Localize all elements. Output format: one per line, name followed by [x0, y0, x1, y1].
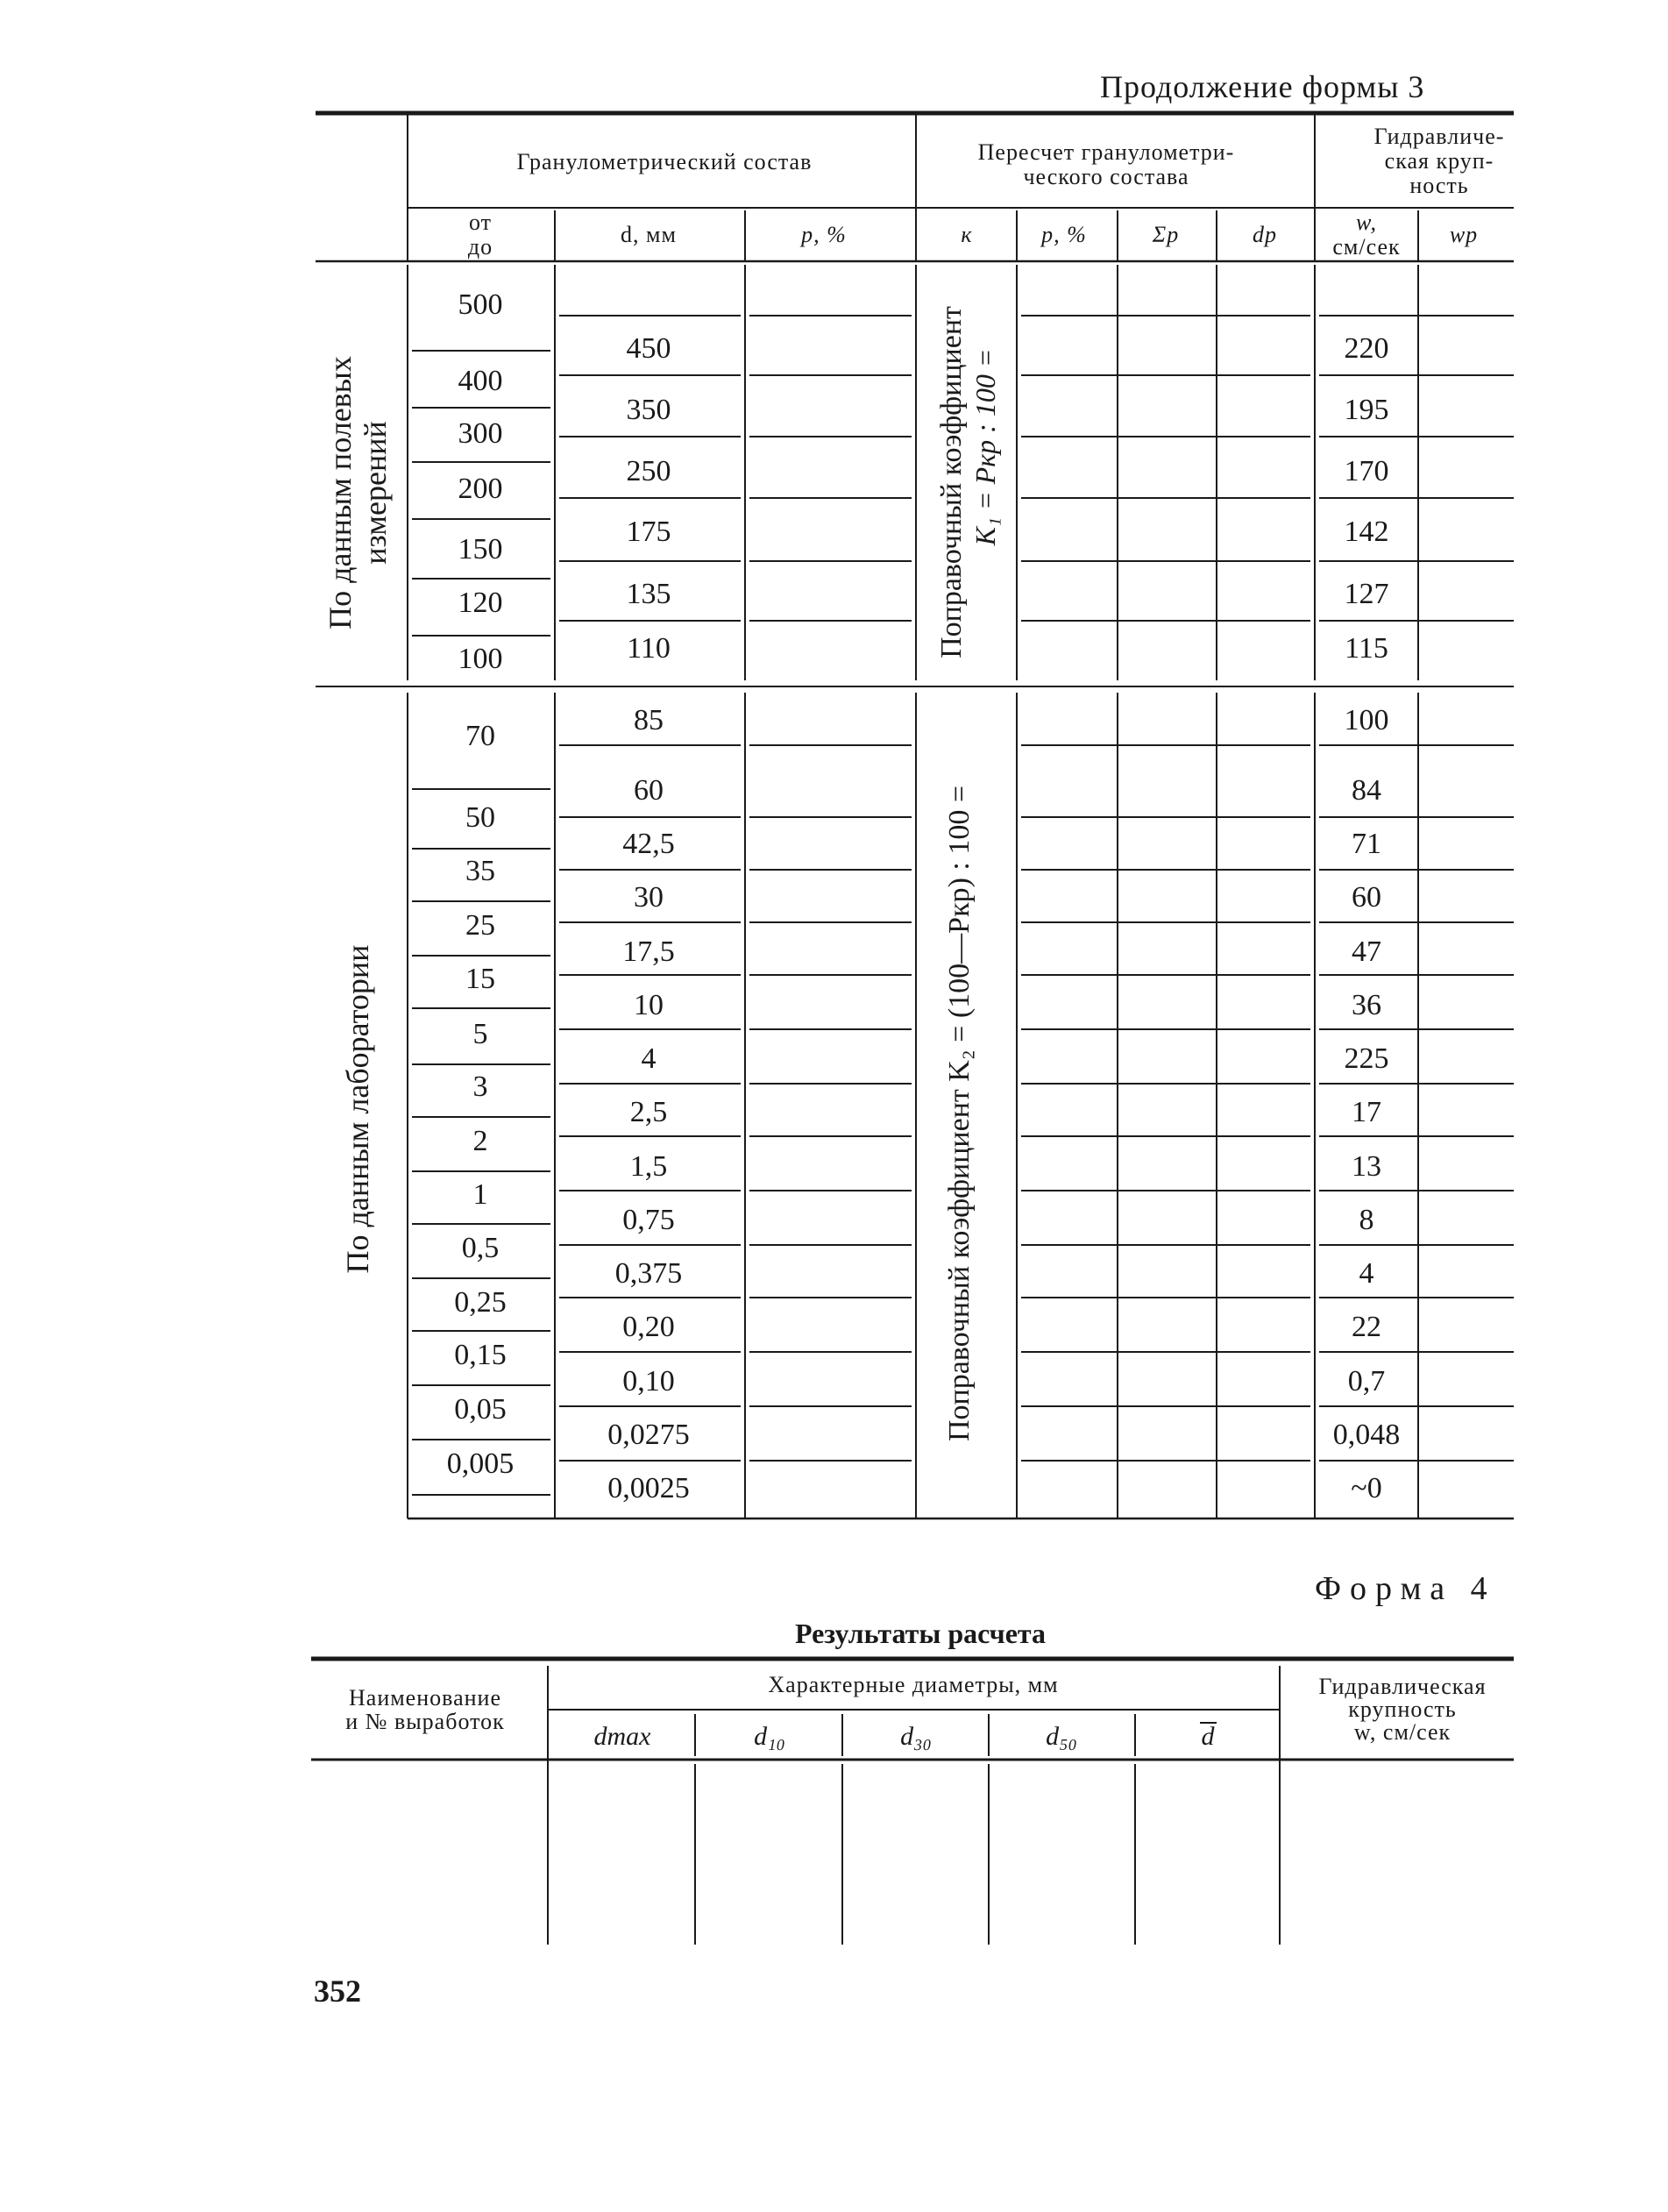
lab-w-value: 47: [1352, 935, 1381, 968]
coefficient-k1-1: Поправочный коэффициент: [935, 306, 968, 658]
lab-bound-value: 5: [472, 1018, 488, 1050]
form4-col-dmax: dmax: [593, 1722, 651, 1751]
field-d-value: 450: [626, 332, 671, 365]
form4-col-dbar: d: [1201, 1722, 1215, 1751]
form4-col-d30: d₃₀: [900, 1722, 932, 1751]
subheader-d-mm: d, мм: [621, 222, 677, 247]
header-granulometric: Гранулометрический состав: [516, 149, 813, 174]
header-hydraulic-3: ность: [1409, 173, 1469, 198]
field-bound-value: 120: [458, 587, 503, 619]
form4-col-hydraulic-2: крупность: [1348, 1696, 1457, 1722]
lab-bound-value: 15: [465, 963, 495, 995]
lab-bound-value: 0,5: [461, 1232, 500, 1264]
lab-bound-value: 50: [465, 801, 495, 834]
lab-d-value: 60: [634, 774, 664, 807]
lab-d-value: 85: [634, 704, 664, 736]
subheader-dp: dp: [1253, 222, 1277, 247]
lab-bound-value: 2: [472, 1125, 488, 1157]
lab-w-value: 36: [1352, 989, 1381, 1021]
lab-bound-value: 3: [472, 1070, 488, 1103]
lab-bound-value: 0,005: [446, 1447, 515, 1480]
lab-d-value: 42,5: [622, 828, 675, 860]
subheader-to: до: [467, 234, 493, 260]
field-w-value: 195: [1344, 394, 1389, 426]
field-d-value: 350: [626, 394, 671, 426]
lab-bound-value: 1: [472, 1178, 488, 1211]
lab-d-value: 0,375: [614, 1257, 683, 1290]
field-w-value: 170: [1344, 455, 1389, 487]
lab-w-value: 0,048: [1332, 1419, 1401, 1451]
header-hydraulic-2: ская круп-: [1384, 148, 1494, 174]
lab-w-value: 22: [1352, 1311, 1381, 1343]
form4-title: Результаты расчета: [794, 1618, 1047, 1649]
lab-w-value: 17: [1352, 1096, 1381, 1128]
field-bound-value: 100: [458, 643, 503, 675]
lab-w-value: 4: [1359, 1257, 1374, 1290]
lab-w-value: 225: [1344, 1042, 1389, 1075]
form4-col-hydraulic-3: w, см/сек: [1353, 1719, 1452, 1745]
subheader-k: к: [961, 222, 973, 247]
field-bound-value: 150: [458, 533, 503, 565]
subheader-p-pct: p, %: [801, 222, 847, 247]
field-w-value: 127: [1344, 578, 1389, 610]
form4-col-d10: d₁₀: [754, 1722, 785, 1751]
subheader-wp: wp: [1449, 222, 1479, 247]
form4-col-name-1: Наименование: [349, 1685, 501, 1711]
field-d-value: 250: [626, 455, 671, 487]
header-recalc-1: Пересчет гранулометри-: [977, 139, 1235, 165]
subheader-sum-p: Σp: [1152, 222, 1180, 247]
field-w-value: 142: [1344, 516, 1389, 548]
lab-bound-value: 35: [465, 855, 495, 887]
field-bound-value: 500: [458, 288, 503, 321]
lab-d-value: 0,10: [622, 1365, 675, 1398]
lab-w-value: 71: [1352, 828, 1381, 860]
lab-bound-value: 0,15: [454, 1339, 507, 1371]
lab-d-value: 2,5: [629, 1096, 668, 1128]
lab-w-value: 13: [1352, 1150, 1381, 1183]
lab-w-value: 8: [1359, 1204, 1374, 1236]
section-label-lab: По данным лаборатории: [340, 944, 375, 1274]
field-w-value: 115: [1345, 632, 1388, 665]
subheader-w-units: см/сек: [1332, 234, 1401, 260]
coefficient-k1-2: K₁ = Pкр : 100 =: [969, 348, 1001, 546]
form4-col-name-2: и № выработок: [345, 1709, 505, 1734]
form4-col-hydraulic-1: Гидравлическая: [1318, 1674, 1487, 1699]
lab-d-value: 30: [634, 881, 664, 914]
field-w-value: 220: [1344, 332, 1389, 365]
lab-d-value: 1,5: [629, 1150, 668, 1183]
form4-col-d50: d₅₀: [1046, 1722, 1077, 1751]
section-label-field-1: По данным полевых: [323, 356, 358, 629]
lab-bound-value: 25: [465, 909, 495, 942]
running-header: Продолжение формы 3: [1100, 69, 1425, 104]
section-label-field-2: измерений: [358, 421, 393, 565]
lab-bound-value: 0,05: [454, 1393, 507, 1426]
field-d-value: 135: [626, 578, 671, 610]
subheader-from: от: [468, 210, 493, 235]
field-bound-value: 400: [458, 365, 503, 397]
lab-d-value: 17,5: [622, 935, 675, 968]
lab-d-value: 0,75: [622, 1204, 675, 1236]
lab-d-value: 10: [634, 989, 664, 1021]
field-bound-value: 300: [458, 417, 503, 450]
lab-bound-value: 70: [465, 720, 495, 752]
field-d-value: 175: [626, 516, 671, 548]
page-number: 352: [314, 1974, 361, 2009]
subheader-w: w,: [1356, 210, 1377, 235]
lab-w-value: 0,7: [1347, 1365, 1386, 1398]
lab-w-value: 100: [1344, 704, 1389, 736]
lab-d-value: 0,20: [622, 1311, 675, 1343]
coefficient-k2: Поправочный коэффициент K₂ = (100—Pкр) : 100 =: [943, 785, 976, 1442]
lab-d-value: 0,0275: [607, 1419, 690, 1451]
lab-d-value: 4: [641, 1042, 657, 1075]
lab-w-value: 60: [1352, 881, 1381, 914]
lab-d-value: 0,0025: [607, 1472, 690, 1504]
form4-label: Форма 4: [1315, 1570, 1496, 1607]
header-hydraulic-1: Гидравличе-: [1373, 124, 1505, 149]
subheader-p-pct-2: p, %: [1041, 222, 1087, 247]
form4-col-diameters: Характерные диаметры, мм: [768, 1672, 1059, 1697]
lab-bound-value: 0,25: [454, 1286, 507, 1319]
lab-w-value: ~0: [1351, 1472, 1382, 1504]
field-bound-value: 200: [458, 473, 503, 505]
header-recalc-2: ческого состава: [1023, 164, 1189, 189]
field-d-value: 110: [627, 632, 671, 665]
lab-w-value: 84: [1352, 774, 1381, 807]
